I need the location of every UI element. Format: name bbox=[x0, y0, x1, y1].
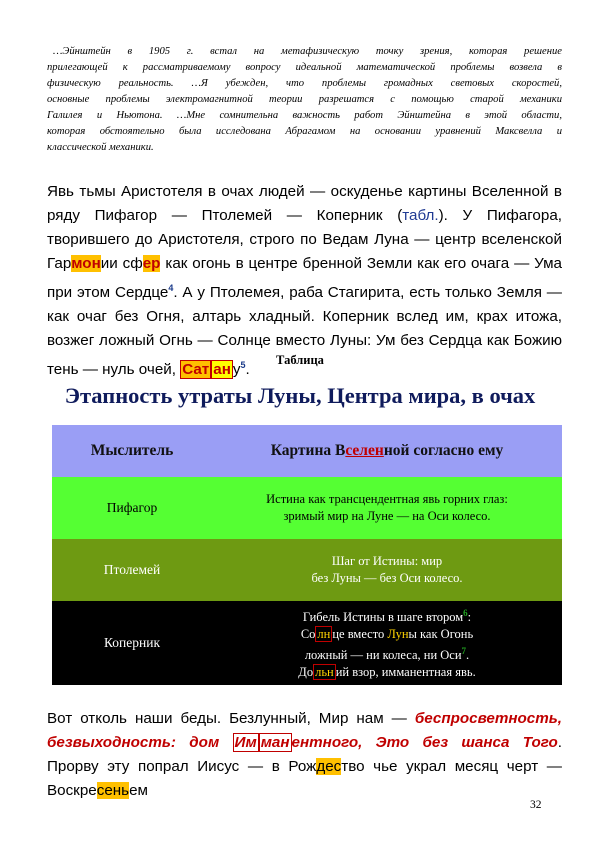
quote-line: Галилея и Ньютона. …Мне сомнительна важность работ Эйнштейна в этой области, bbox=[47, 110, 562, 121]
body-paragraph-2 bbox=[47, 707, 562, 803]
header-thinker: Мыслитель bbox=[52, 425, 212, 477]
text-span: ий взор, имманентная явь. bbox=[335, 665, 476, 680]
text-span: тво чье украл месяц черт — Воскре bbox=[47, 758, 562, 799]
row-description bbox=[212, 477, 562, 539]
desc-line: без Луны — без Оси колесо. bbox=[311, 571, 463, 585]
highlight-des: дес bbox=[316, 758, 342, 775]
table-title: Этапность утраты Луны, Центра мира, в очах bbox=[64, 383, 536, 408]
text-span: ). У Пифагора, творившего до Аристотеля, строго по Ведам Луна — центр вселенской Гар bbox=[47, 207, 562, 272]
text-span: : bbox=[467, 610, 472, 624]
epigraph-quote bbox=[47, 44, 562, 156]
page-number: 32 bbox=[530, 799, 542, 811]
highlight-sen: сень bbox=[96, 782, 130, 799]
quote-line: прилегающей к рассматриваемому вопросу идеальной математической проблемы возвела в bbox=[47, 62, 562, 73]
emphasis-text: ентного, Это без шанса Того bbox=[291, 734, 558, 751]
quote-line: классической механики. bbox=[47, 142, 154, 153]
desc-line: Гибель Истины в шаге втором bbox=[302, 610, 464, 624]
text-span: . А у Птолемея, раба Стагирита, есть только Земля — как очаг без Огня, алтарь хладный. Коперник вслед им, крах итожа, возжег ложный Огнь — Солнце вместо Луны: Ум без Сердца как Божию тень — нуль очей, bbox=[47, 284, 562, 379]
highlight-mon: мон bbox=[71, 255, 101, 272]
highlight-ln: лн bbox=[317, 627, 331, 641]
text-span: . bbox=[245, 361, 250, 379]
text-span: . bbox=[466, 648, 470, 663]
table-reference-link[interactable]: табл. bbox=[402, 207, 439, 224]
text-span: ии сф bbox=[100, 255, 143, 272]
footnote-4[interactable]: 4 bbox=[168, 283, 174, 293]
body-paragraph-1 bbox=[47, 180, 562, 382]
text-span: До bbox=[298, 665, 314, 680]
text-span: . Прорву эту попрал Иисус — в Рож bbox=[47, 734, 562, 775]
highlight-lun: Лун bbox=[387, 627, 409, 641]
header-picture bbox=[212, 425, 562, 477]
thinkers-table bbox=[52, 425, 562, 685]
row-name: Пифагор bbox=[52, 477, 212, 539]
text-span: ем bbox=[129, 782, 148, 799]
table-row bbox=[52, 539, 562, 601]
row-description bbox=[212, 601, 562, 685]
row-description bbox=[212, 539, 562, 601]
table-row bbox=[52, 477, 562, 539]
quote-line: которая обстоятельно была исследована Абрагамом на основании уравнений Максвелла и bbox=[47, 126, 562, 137]
text-span: Со bbox=[300, 627, 316, 641]
quote-line: физическую реальность. …Я убежден, что проблемы громадных световых скоростей, bbox=[47, 78, 562, 89]
text-span: ной согласно ему bbox=[383, 442, 504, 459]
quote-line: основные проблемы электромагнитной теории разрешатся с помощью старой механики bbox=[47, 94, 562, 105]
highlight-man: ман bbox=[260, 734, 290, 751]
highlight-er: ер bbox=[142, 255, 161, 272]
emphasis-text: беспросветность, безвыходность: дом bbox=[47, 710, 562, 751]
row-name: Коперник bbox=[52, 601, 212, 685]
highlight-selen: селен bbox=[345, 442, 384, 459]
desc-line: Истина как трансцендентная явь горних глаз: bbox=[266, 492, 508, 506]
text-span: Картина В bbox=[270, 442, 346, 459]
text-span: це вместо bbox=[332, 627, 388, 641]
table-caption: Таблица bbox=[276, 353, 324, 367]
table-header-row bbox=[52, 425, 562, 477]
quote-line: …Эйнштейн в 1905 г. встал на метафизическую точку зрения, которая решение bbox=[53, 46, 562, 57]
text-span: у bbox=[232, 361, 241, 379]
footnote-7[interactable]: 7 bbox=[461, 646, 467, 656]
desc-line: ложный — ни колеса, ни Оси bbox=[304, 648, 462, 663]
text-span: Явь тьмы Аристотеля в очах людей — оскуденье картины Вселенной в ряду Пифагор — Птолемей — Коперник ( bbox=[47, 183, 562, 224]
row-name: Птолемей bbox=[52, 539, 212, 601]
highlight-sat: Сат bbox=[182, 361, 210, 379]
highlight-im: Им bbox=[234, 734, 257, 751]
text-span: Вот отколь наши беды. Безлунный, Мир нам — bbox=[47, 710, 415, 727]
desc-line: Шаг от Истины: мир bbox=[331, 554, 443, 568]
highlight-ln: льн bbox=[315, 665, 334, 680]
highlight-an: ан bbox=[213, 361, 231, 379]
footnote-6[interactable]: 6 bbox=[463, 607, 468, 618]
footnote-5[interactable]: 5 bbox=[240, 360, 246, 371]
text-span: как огонь в центре бренной Земли как его очага — Ума при этом Сердце bbox=[47, 255, 562, 302]
table-row bbox=[52, 601, 562, 685]
desc-line: зримый мир на Луне — на Оси колесо. bbox=[283, 509, 491, 523]
text-span: ы как Огонь bbox=[408, 627, 474, 641]
